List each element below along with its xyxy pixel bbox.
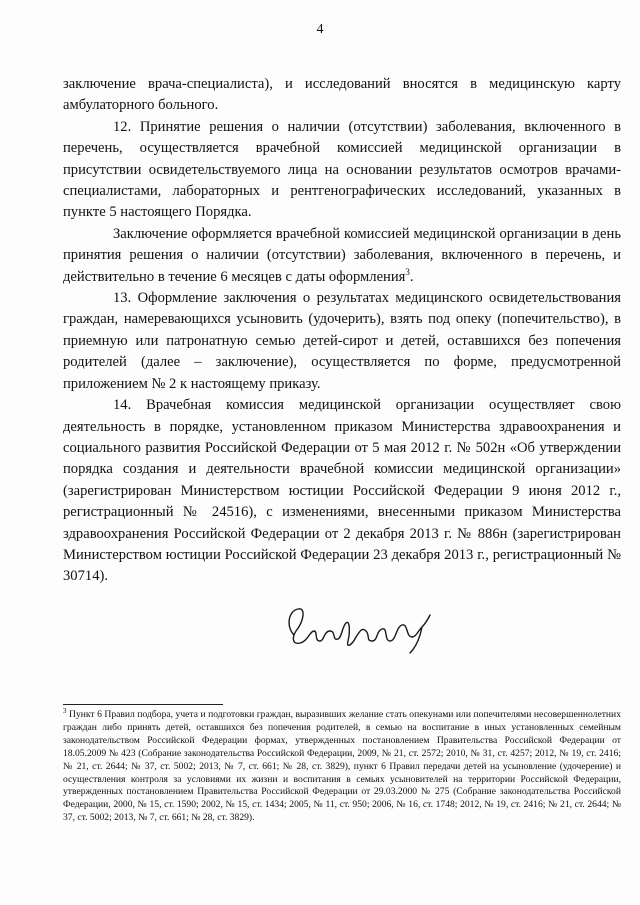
paragraph-item-12: 12. Принятие решения о наличии (отсутствии) заболевания, включенного в перечень, осуществляется врачебной комиссией медицинской организации в присутствии освидетельствуемого лица на основании результатов осмотров врачами-специалистами, лабораторных и рентгенографических исследований, указанных в пункте 5 настоящего Порядка. — [63, 118, 621, 221]
page-number: 4 — [316, 22, 324, 37]
footnote-reference[interactable]: 3 — [405, 266, 410, 277]
paragraph-item-13: 13. Оформление заключения о результатах медицинского освидетельствования граждан, намеревающихся усыновить (удочерить), взять под опеку (попечительство), в приемную или патронатную семью детей-сирот и детей, оставшихся без попечения родителей (далее – заключение), осуществляется по форме, предусмотренной приложением № 2 к настоящему приказу. — [63, 290, 621, 392]
paragraph-conclusion-end: . — [409, 268, 414, 285]
footnote — [63, 706, 621, 825]
footnote-text: Пункт 6 Правил подбора, учета и подготовки граждан, выразивших желание стать опекунами или попечителями несовершеннолетних граждан либо принять детей, оставшихся без попечения родителей, в семью на воспитание в иных установленных семейным законодательством Российской Федерации формах, утвержденных постановлением Правительства Российской Федерации от 18.05.2009 № 423 (Собрание законодательства Российской Федерации, 2009, № 21, ст. 2572; 2010, № 31, ст. 4257; 2012, № 19, ст. 2416; № 21, ст. 2644; № 37, ст. 5002; 2013, № 7, ст. 661; № 28, ст. 3829), пункт 6 Правил передачи детей на усыновление (удочерение) и осуществления контроля за условиями их жизни и воспитания в семьях усыновителей на территории Российской Федерации, утвержденных постановлением Правительства Российской Федерации от 29.03.2000 № 275 (Собрание законодательства Российской Федерации, 2000, № 15, ст. 1590; 2002, № 15, ст. 1434; 2005, № 11, ст. 950; 2006, № 16, ст. 1748; 2012, № 19, ст. 2416; № 21, ст. 2644; № 37, ст. 5002; 2013, № 7, ст. 661; № 28, ст. 3829). — [63, 709, 621, 824]
paragraph-conclusion-text: Заключение оформляется врачебной комиссией медицинской организации в день принятия решения о наличии (отсутствии) заболевания, включенного в перечень, и действительно в течение 6 месяцев с даты оформления — [63, 225, 621, 285]
document-body — [63, 74, 621, 588]
paragraph-item-14: 14. Врачебная комиссия медицинской организации осуществляет свою деятельность в порядке, установленном приказом Министерства здравоохранения и социального развития Российской Федерации от 5 мая 2012 г. № 502н «Об утверждении порядка создания и деятельности врачебной комиссии медицинской организации» (зарегистрирован Министерством юстиции Российской Федерации 9 июня 2012 г., регистрационный № 24516), с изменениями, внесенными приказом Министерства здравоохранения Российской Федерации от 2 декабря 2013 г. № 886н (зарегистрирован Министерством юстиции Российской Федерации 23 декабря 2013 г., регистрационный № 30714). — [63, 397, 621, 585]
paragraph-conclusion — [63, 224, 621, 288]
footnote-divider — [63, 704, 223, 705]
signature-image — [280, 597, 440, 657]
footnote-text-block — [63, 706, 621, 825]
footnote-mark: 3 — [63, 706, 67, 715]
paragraph-continuation: заключение врача-специалиста), и исследований вносятся в медицинскую карту амбулаторного больного. — [63, 76, 621, 114]
